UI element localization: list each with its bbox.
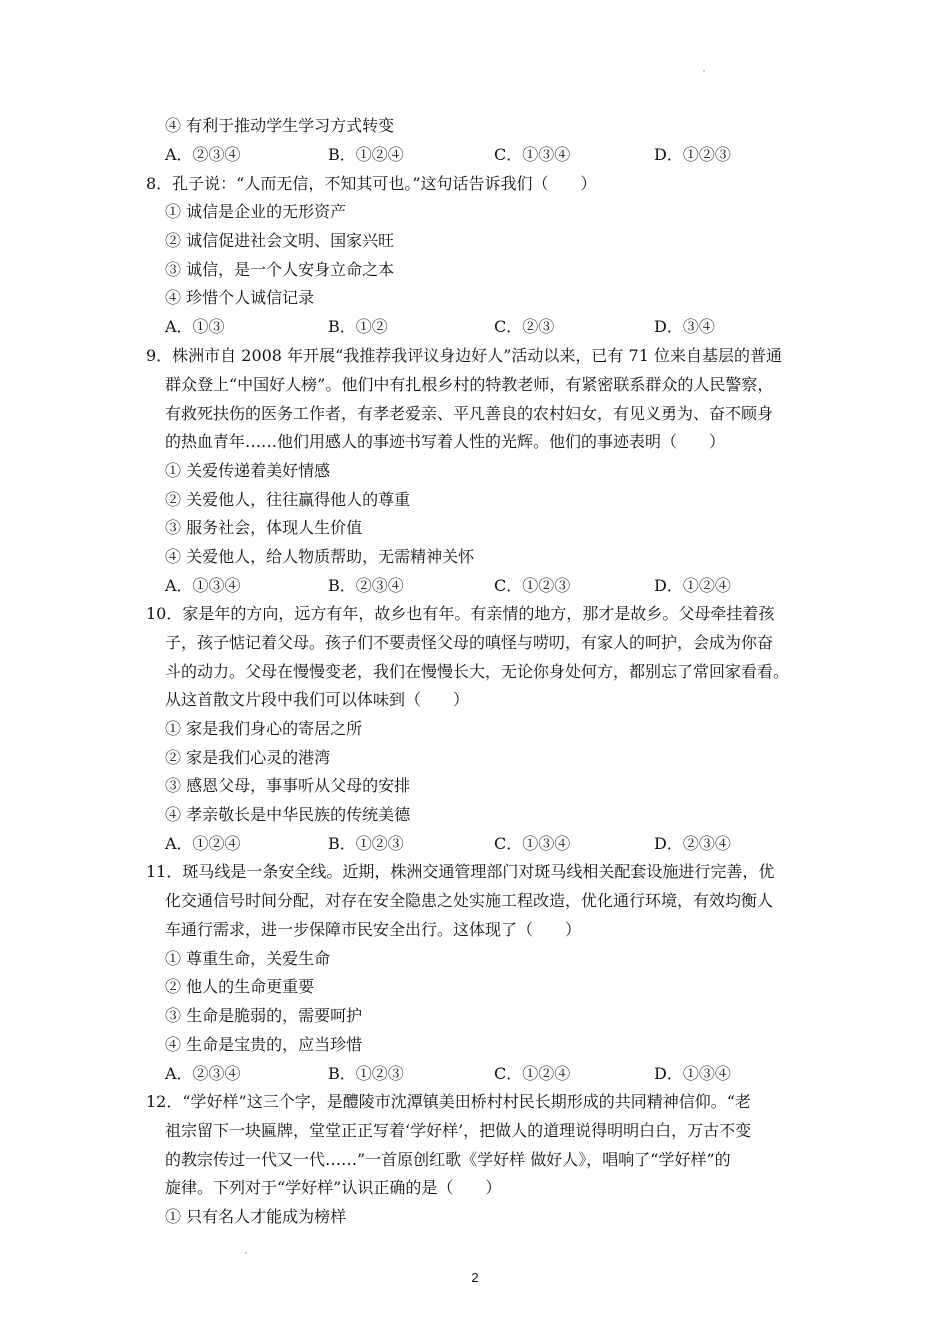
q9-option-c: C．①②③	[494, 576, 571, 595]
q12-stem-line-4: 旋律。下列对于“学好样”认识正确的是（ ）	[165, 1178, 502, 1197]
q9-option-b: B．②③④	[328, 576, 404, 595]
q8-stem: 8．孔子说：“人而无信，不知其可也。”这句话告诉我们（ ）	[146, 174, 597, 193]
q8-item-1: ① 诚信是企业的无形资产	[165, 202, 347, 221]
q9-option-d: D．①②④	[654, 576, 731, 595]
q10-item-3: ③ 感恩父母，事事听从父母的安排	[165, 776, 411, 795]
q11-stem-line-2: 化交通信号时间分配，对存在安全隐患之处实施工程改造，优化通行环境，有效均衡人	[165, 891, 774, 910]
q7-item-4: ④ 有利于推动学生学习方式转变	[165, 116, 395, 135]
q10-option-c: C．①③④	[494, 834, 571, 853]
q11-option-b: B．①②③	[328, 1064, 404, 1083]
q8-item-2: ② 诚信促进社会文明、国家兴旺	[165, 231, 395, 250]
q8-option-c: C．②③	[494, 317, 555, 336]
q12-item-1: ① 只有名人才能成为榜样	[165, 1207, 347, 1226]
q12-stem-line-3: 的教宗传过一代又一代……”一首原创红歌《学好样 做好人》，唱响了“学好样”的	[165, 1150, 731, 1169]
q11-stem-line-3: 车通行需求，进一步保障市民安全出行。这体现了（ ）	[165, 920, 582, 939]
q10-item-1: ① 家是我们身心的寄居之所	[165, 719, 363, 738]
q9-item-2: ② 关爱他人，往往赢得他人的尊重	[165, 490, 411, 509]
q9-item-4: ④ 关爱他人，给人物质帮助，无需精神关怀	[165, 547, 475, 566]
q11-option-d: D．①③④	[654, 1064, 731, 1083]
q10-option-b: B．①②③	[328, 834, 404, 853]
q8-option-b: B．①②	[328, 317, 388, 336]
q9-option-a: A．①③④	[165, 576, 241, 595]
q11-item-4: ④ 生命是宝贵的，应当珍惜	[165, 1035, 363, 1054]
q11-option-a: A．②③④	[165, 1064, 241, 1083]
q7-option-a: A．②③④	[165, 145, 241, 164]
q11-option-c: C．①②④	[494, 1064, 571, 1083]
q10-stem-line-4: 从这首散文片段中我们可以体味到（ ）	[165, 690, 470, 709]
q10-stem-line-3: 斗的动力。父母在慢慢变老，我们在慢慢长大，无论你身处何方，都别忘了常回家看看。	[165, 662, 790, 681]
q7-option-b: B．①②④	[328, 145, 404, 164]
scan-speck	[245, 1252, 247, 1254]
q8-item-4: ④ 珍惜个人诚信记录	[165, 288, 315, 307]
q10-stem-line-2: 子，孩子惦记着父母。孩子们不要责怪父母的嗔怪与唠叨，有家人的呵护，会成为你奋	[165, 633, 774, 652]
q12-stem-line-1: 12．“学好样”这三个字，是醴陵市沈潭镇美田桥村村民长期形成的共同精神信仰。“老	[146, 1092, 751, 1111]
q8-option-d: D．③④	[654, 317, 715, 336]
q8-option-a: A．①③	[165, 317, 225, 336]
q11-item-1: ① 尊重生命，关爱生命	[165, 949, 331, 968]
q10-option-a: A．①②④	[165, 834, 241, 853]
page-number: 2	[471, 1270, 479, 1285]
q11-item-3: ③ 生命是脆弱的，需要呵护	[165, 1006, 363, 1025]
q9-stem-line-2: 群众登上“中国好人榜”。他们中有扎根乡村的特教老师，有紧密联系群众的人民警察，	[165, 375, 774, 394]
q9-item-1: ① 关爱传递着美好情感	[165, 461, 331, 480]
q7-option-d: D．①②③	[654, 145, 731, 164]
q10-item-4: ④ 孝亲敬长是中华民族的传统美德	[165, 805, 411, 824]
q10-option-d: D．②③④	[654, 834, 731, 853]
q7-option-c: C．①③④	[494, 145, 571, 164]
q9-stem-line-3: 有救死扶伤的医务工作者，有孝老爱亲、平凡善良的农村妇女，有见义勇为、奋不顾身	[165, 404, 774, 423]
q9-item-3: ③ 服务社会，体现人生价值	[165, 518, 363, 537]
q9-stem-line-1: 9．株洲市自 2008 年开展“我推荐我评议身边好人”活动以来，已有 71 位来自基层的普通	[146, 346, 782, 365]
q10-item-2: ② 家是我们心灵的港湾	[165, 748, 331, 767]
q12-stem-line-2: 祖宗留下一块匾牌，堂堂正正写着‘学好样’，把做人的道理说得明明白白，万古不变	[165, 1121, 752, 1140]
q11-stem-line-1: 11．斑马线是一条安全线。近期，株洲交通管理部门对斑马线相关配套设施进行完善，优	[146, 862, 775, 881]
q10-stem-line-1: 10．家是年的方向，远方有年，故乡也有年。有亲情的地方，那才是故乡。父母牵挂着孩	[146, 604, 775, 623]
q8-item-3: ③ 诚信，是一个人安身立命之本	[165, 260, 395, 279]
q11-item-2: ② 他人的生命更重要	[165, 977, 315, 996]
q9-stem-line-4: 的热血青年……他们用感人的事迹书写着人性的光辉。他们的事迹表明（ ）	[165, 432, 726, 451]
scan-speck	[703, 70, 705, 72]
